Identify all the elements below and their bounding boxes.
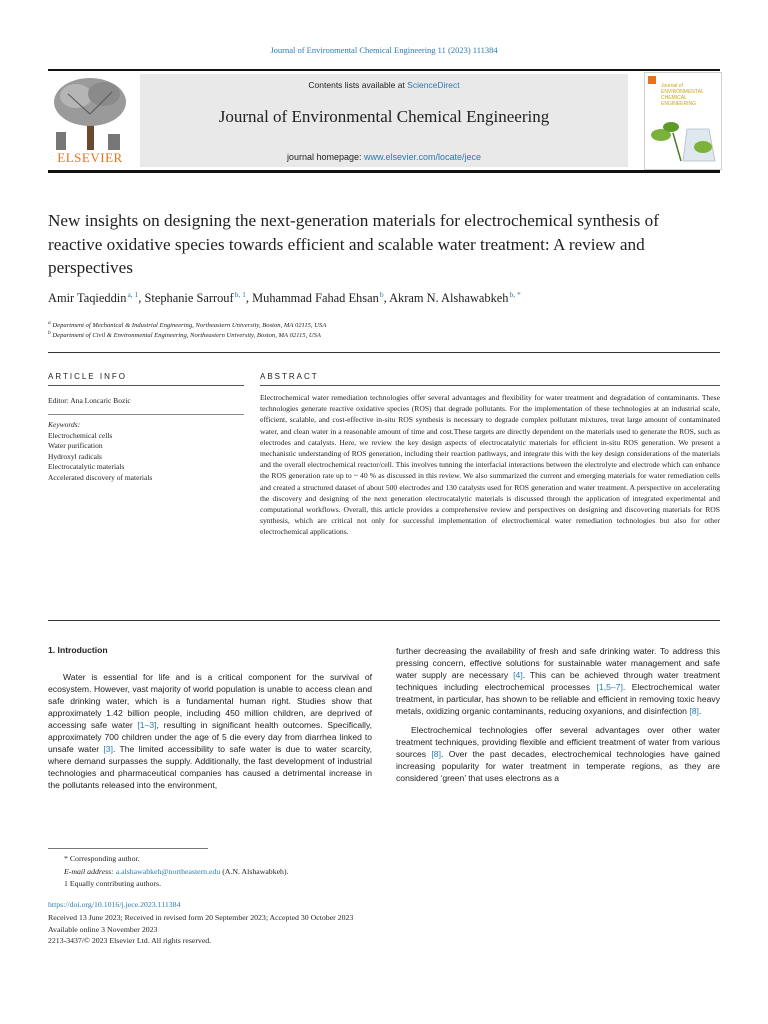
section-heading: 1. Introduction (48, 645, 108, 655)
text-run: further decreasing the availability of fresh and safe drinking water. To address this pressing concern, effective solutions for sustainable water management and safe water supply are necessary (396, 646, 720, 680)
paragraph (396, 645, 720, 717)
keyword: Electrochemical cells (48, 430, 113, 440)
affiliation-text: Department of Civil & Environmental Engineering, Northeastern University, Boston, MA 02115, USA (52, 332, 321, 340)
publisher-name: ELSEVIER (57, 150, 123, 165)
divider (260, 385, 720, 386)
email-label: E-mail address: (64, 866, 116, 876)
header-bottom-rule (48, 170, 720, 173)
paragraph (48, 671, 372, 791)
article-title: New insights on designing the next-generation materials for electrochemical synthesis of reactive oxidative species towards efficient and scalable water treatment: A review and perspectives (48, 211, 659, 277)
text-run: . Electrochemical water treatment, in particular, has shown to be reliable and efficient in removing toxic heavy metals, oxidizing organic contaminants, reducing oxyanions, and disinfection (396, 682, 720, 716)
divider (48, 352, 720, 353)
affiliation (48, 330, 321, 339)
body-column-right (396, 645, 720, 784)
citation-link[interactable]: [1–3] (137, 720, 157, 730)
received-dates: Received 13 June 2023; Received in revised form 20 September 2023; Accepted 30 October 2023 (48, 913, 354, 922)
available-online: Available online 3 November 2023 (48, 924, 158, 934)
cover-line: CHEMICAL (661, 95, 687, 101)
copyright: 2213-3437/© 2023 Elsevier Ltd. All rights reserved. (48, 936, 212, 945)
author-name[interactable]: Stephanie Sarrouf (144, 291, 234, 306)
keywords-label: Keywords: (48, 420, 81, 429)
citation-link[interactable]: [4] (513, 670, 523, 680)
keywords-list (48, 420, 152, 483)
citation-link[interactable]: [3] (103, 744, 113, 754)
paragraph (396, 724, 720, 784)
corresponding-author-note: * Corresponding author. (64, 854, 140, 863)
citation-link[interactable]: [8] (689, 706, 699, 716)
keyword: Electrocatalytic materials (48, 462, 125, 471)
sciencedirect-link[interactable]: ScienceDirect (407, 80, 460, 90)
body-column-left (48, 671, 372, 791)
keyword: Accelerated discovery of materials (48, 472, 153, 482)
text-run: Electrochemical technologies offer several advantages over other water treatment techniques, providing flexible and efficient treatment of water from various sources (396, 725, 720, 759)
editor-line: Editor: Ana Loncaric Bozic (48, 396, 131, 405)
text-run: Water is essential for life and is a critical component for the survival of ecosystem. However, vast majority of world population is unable to access clean and safe drinking water, which is a fundamental human right. Studies show that approximately 1.42 billion people, including 450 million children, are deprived of accessing safe water (48, 672, 372, 730)
citation-link[interactable]: [1,5–7] (596, 682, 623, 692)
cover-line: Journal of (661, 83, 683, 89)
journal-reference-link[interactable]: Journal of Environmental Chemical Engineering 11 (2023) 111384 (270, 45, 498, 55)
keyword: Water purification (48, 441, 103, 450)
text-run: . This can be achieved through water treatment techniques including electrochemical processes (396, 670, 720, 692)
divider (48, 385, 244, 386)
header-top-rule (48, 69, 720, 71)
text-run: . Over the past decades, electrochemical technologies have gained increasing popularity for water treatment in temperate regions, as they are considered ‘green’ that uses electrons as a (396, 749, 720, 783)
journal-title: Journal of Environmental Chemical Engineering (218, 107, 550, 126)
affiliation-text: Department of Mechanical & Industrial Engineering, Northeastern University, Boston, MA 02115, USA (52, 322, 327, 330)
email-suffix: (A.N. Alshawabkeh). (220, 866, 289, 876)
cover-line: ENGINEERING (661, 101, 697, 107)
elsevier-logo[interactable] (48, 74, 132, 166)
footnotes (48, 853, 289, 891)
homepage-link[interactable]: www.elsevier.com/locate/jece (364, 152, 482, 162)
affiliation-mark: b (48, 330, 51, 336)
contents-line (140, 80, 628, 90)
article-info-heading: ARTICLE INFO (48, 372, 127, 381)
text-run: , resulting in significant health outcomes. Specifically, approximately 700 children under the age of 5 die every day from diarrhea linked to unsafe water (48, 720, 372, 754)
homepage-line (140, 152, 628, 162)
footnote-rule (48, 848, 208, 849)
divider (48, 414, 244, 415)
email-link[interactable]: a.alshawabkeh@northeastern.edu (115, 866, 221, 876)
homepage-prefix: journal homepage: (286, 152, 364, 162)
contents-prefix: Contents lists available at (308, 80, 408, 90)
equal-contribution-note: 1 Equally contributing authors. (64, 879, 162, 888)
author-list: Amir Taqieddin $^{a, 1}$, Stephanie Sarrouf $^{b, 1}$, Muhammad Fahad Ehsan $^b$, Akram N. Alshawabkeh $^{b, *}$ (48, 290, 521, 306)
author-name[interactable]: Muhammad Fahad Ehsan (252, 291, 379, 306)
affiliation-mark: a (48, 320, 51, 326)
cover-line: ENVIRONMENTAL (661, 89, 704, 95)
text-run: . The limited accessibility to safe water is due to water scarcity, where demand surpasses the supply. Additionally, the fast development of industrial technologies and pharmaceutical companies has caused a detrimental increase in the pollutants released into the environment, (48, 744, 373, 790)
affiliation (48, 320, 326, 329)
doi-link[interactable]: https://doi.org/10.1016/j.jece.2023.111384 (48, 900, 181, 909)
publication-dates (48, 912, 353, 947)
citation-link[interactable]: [8] (431, 749, 441, 759)
plant-flask-icon (645, 73, 721, 169)
author-affiliation-mark[interactable]: b (379, 290, 384, 299)
abstract-heading: ABSTRACT (260, 372, 319, 381)
abstract-text: Electrochemical water remediation technologies offer several advantages and flexibility for water treatment and degradation of contaminants. These technologies generate reactive oxidative species (ROS) that degrade pollutants. For the implementation of these technologies at an industrial scale, efficient, scalable, and cost-effective in-situ ROS synthesis is necessary to degrade complex pollutant mixtures, treat large amount of contaminated water, and clean water in a reasonable amount of time and cost.These targets are directly dependent on the materials used to generate the ROS, such as electrodes and catalysts. Here, we review the key design aspects of electrocatalytic materials for efficient in-situ ROS generation. We present a mechanistic understanding of ROS generation, including their reaction pathways, and integrate this with the key design considerations of the materials and the overall electrochemical reactor/cell. This involves tunning the interfacial interactions between the electrolyte and electrode which can enhance the ROS generation rate up to ~ 40 % as discussed in this review. We also summarized the current and emerging materials for water remediation cells and created a structured dataset of about 500 electrodes and 130 catalysts used for ROS generation and water treatment. A perspective on accelerating the discovery and designing of the next generation electrocatalytic materials is discussed through the application of integrated experimental and computational workflows. Overall, this article provides a comprehensive review and perspectives on designing and discovering materials for ROS synthesis, which are critical not only for successful implementation of electrochemical water remediation technologies but also for other electrochemical applications. (260, 393, 720, 537)
author-affiliation-mark[interactable]: b, 1 (234, 290, 246, 299)
author-affiliation-mark[interactable]: b, * (509, 290, 521, 299)
email-note (48, 866, 289, 879)
text-run: . (698, 706, 702, 716)
author-name[interactable]: Amir Taqieddin (48, 291, 127, 306)
author-name[interactable]: Akram N. Alshawabkeh (389, 291, 509, 306)
divider (48, 620, 720, 621)
keyword: Hydroxyl radicals (48, 451, 102, 461)
author-affiliation-mark[interactable]: a, 1 (127, 290, 139, 299)
journal-cover-image[interactable] (644, 72, 722, 170)
